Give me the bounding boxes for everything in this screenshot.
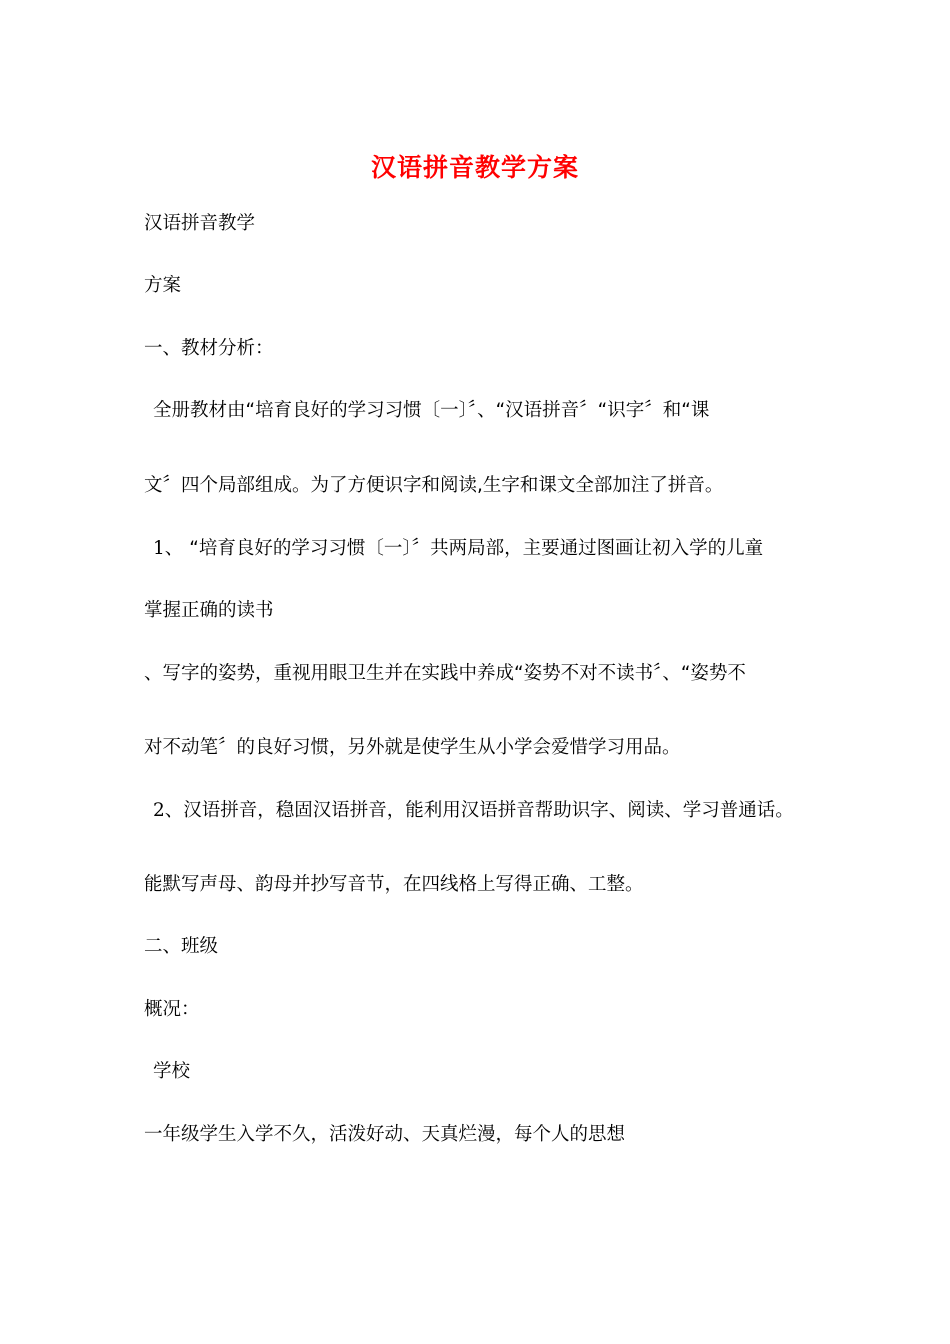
list-number: 1、 xyxy=(153,538,184,559)
list-item xyxy=(153,797,794,825)
document-title: 汉语拼音教学方案 xyxy=(370,153,579,182)
section-heading: 一、教材分析： xyxy=(144,338,274,359)
list-item-text: “培育良好的学习习惯〔一〕〞共两局部，主要通过图画让初入学的儿童 xyxy=(189,538,764,559)
section-heading: 二、班级 xyxy=(144,936,219,957)
list-item xyxy=(153,535,763,563)
text-line: 方案 xyxy=(144,275,182,296)
text-line: 能默写声母、韵母并抄写音节，在四线格上写得正确、工整。 xyxy=(144,874,644,895)
text-line: 一年级学生入学不久，活泼好动、天真烂漫，每个人的思想 xyxy=(144,1124,626,1145)
text-line: 、写字的姿势，重视用眼卫生并在实践中养成“姿势不对不读书〞、“姿势不 xyxy=(144,663,746,684)
text-line: 文〞四个局部组成。为了方便识字和阅读,生字和课文全部加注了拼音。 xyxy=(144,475,724,496)
text-line: 学校 xyxy=(153,1061,191,1082)
list-number: 2、 xyxy=(153,800,184,821)
list-item-text: 汉语拼音，稳固汉语拼音，能利用汉语拼音帮助识字、阅读、学习普通话。 xyxy=(183,800,794,821)
text-line: 掌握正确的读书 xyxy=(144,600,274,621)
text-line: 对不动笔〞的良好习惯，另外就是使学生从小学会爱惜学习用品。 xyxy=(144,737,681,758)
text-line: 全册教材由“培育良好的学习习惯〔一〕〞、“汉语拼音〞“识字〞和“课 xyxy=(153,400,710,421)
text-line: 概况： xyxy=(144,999,200,1020)
text-line: 汉语拼音教学 xyxy=(144,213,256,234)
